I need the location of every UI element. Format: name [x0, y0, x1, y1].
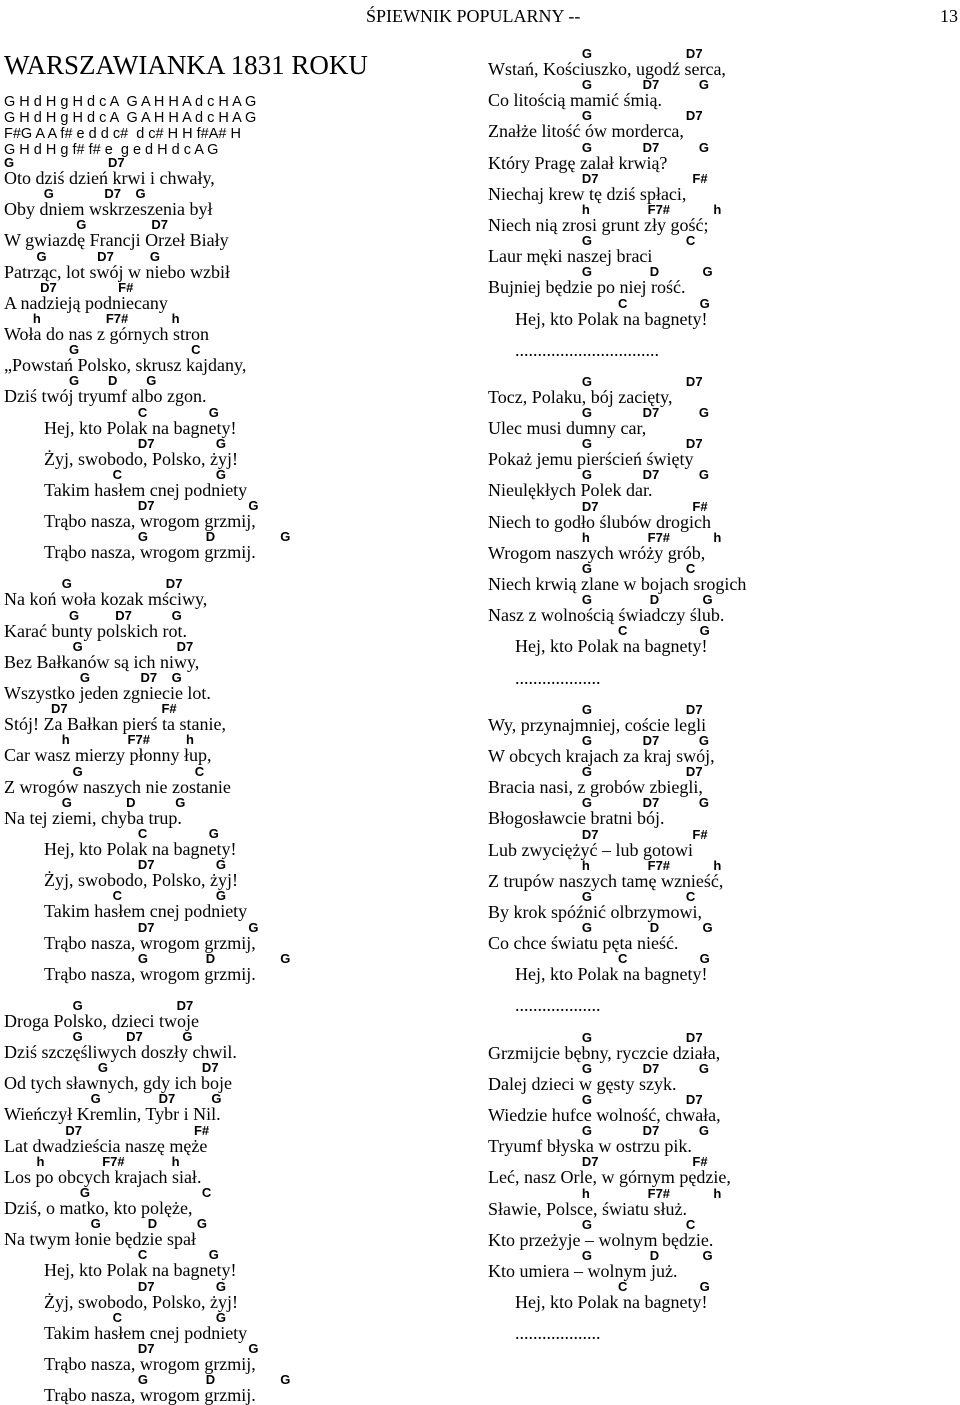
lyric-text: Dziś twój tryumf albo zgon.	[4, 386, 207, 407]
chord-line: C G	[488, 951, 710, 967]
chord-line: G D7 G	[488, 1123, 710, 1139]
chord-line: G D G	[488, 1247, 713, 1263]
song-title: WARSZAWIANKA 1831 ROKU	[4, 50, 368, 80]
chord-line: D7 G	[44, 498, 259, 514]
lyric-text: Bracia nasi, z grobów zbiegli,	[488, 777, 703, 798]
lyric-text: Nasz z wolnością świadczy ślub.	[488, 605, 725, 626]
chord-line: G D7 G	[488, 405, 710, 421]
chord-line: G D7	[488, 436, 703, 452]
lyric-text: Nieulękłych Polek dar.	[488, 480, 653, 501]
chord-line: C G	[44, 1247, 219, 1263]
chord-line: C G	[44, 825, 219, 841]
chord-line: G D7 G	[488, 139, 710, 155]
lyric-text: Na koń woła kozak mściwy,	[4, 589, 208, 610]
lyric-text: Dziś, o matko, kto polęże,	[4, 1198, 193, 1218]
lyric-text: ...................	[488, 667, 601, 688]
chord-line: G D7	[488, 701, 703, 717]
lyric-text: Trąbo nasza, wrogom grzmij,	[44, 932, 256, 953]
lyric-text: Znałże litość ów morderca,	[488, 121, 684, 142]
lyric-text: „Powstań Polsko, skrusz kajdany,	[4, 355, 247, 376]
lyric-text: Droga Polsko, dzieci twoje	[4, 1010, 199, 1031]
lyric-text: Sławie, Polsce, światu służ.	[488, 1198, 687, 1219]
lyric-text: ...................	[488, 995, 601, 1016]
lyric-text: Wstań, Kościuszko, ugodź serca,	[488, 59, 726, 79]
lyric-text: Trąbo nasza, wrogom grzmij,	[44, 1353, 256, 1374]
chord-line: G D7 G	[4, 1091, 222, 1107]
lyric-text: Kto umiera – wolnym już.	[488, 1260, 678, 1281]
lyric-text: Trąbo nasza, wrogom grzmij.	[44, 542, 256, 563]
chord-line: G D7	[488, 764, 703, 780]
chord-line: D7 F#	[488, 826, 708, 842]
intro-line: F#G A A f# e d d c# d c# H H f#A# H	[4, 126, 241, 142]
intro-line: G H d H g H d c A G A H H A d c H A G	[4, 94, 257, 110]
chord-line: h F7# h	[488, 201, 722, 217]
chord-line: G D7 G	[4, 186, 146, 202]
lyric-text: Od tych sławnych, gdy ich boje	[4, 1073, 232, 1094]
lyric-text: Stój! Za Bałkan pierś ta stanie,	[4, 714, 226, 735]
chord-line: G D7	[488, 1092, 703, 1107]
chord-line: G D G	[44, 950, 291, 966]
lyric-text: Hej, kto Polak na bagnety!	[44, 417, 237, 438]
chord-line: D7 F#	[4, 701, 177, 717]
lyric-text: By krok spóźnić olbrzymowi,	[488, 901, 702, 922]
lyric-text: W gwiazdę Francji Orzeł Biały	[4, 230, 229, 251]
lyric-text: Hej, kto Polak na bagnety!	[488, 636, 708, 657]
songbook-title: ŚPIEWNIK POPULARNY --	[366, 6, 581, 26]
chord-line: h F7# h	[488, 857, 722, 873]
lyric-text: Wieńczył Kremlin, Tybr i Nil.	[4, 1104, 221, 1125]
chord-line: G D7	[488, 1029, 703, 1045]
chord-line: G D7 G	[4, 670, 182, 685]
lyric-text: Co chce światu pęta nieść.	[488, 933, 679, 954]
chord-line: C G	[488, 623, 710, 639]
chord-line: G D G	[488, 264, 713, 280]
chord-line: D7 G	[44, 1340, 259, 1356]
chord-line: G C	[4, 342, 201, 358]
lyric-text: Woła do nas z górnych stron	[4, 323, 210, 344]
lyric-text: Grzmijcie bębny, ryczcie działa,	[488, 1042, 721, 1063]
chord-line: G D7	[4, 1060, 219, 1076]
page-number: 13	[940, 6, 958, 26]
lyric-text: Żyj, swobodo, Polsko, żyj!	[44, 870, 239, 891]
chord-line: G D G	[44, 1372, 291, 1388]
page-header	[0, 6, 960, 26]
chord-line: G C	[488, 1216, 696, 1232]
lyric-text: Karać bunty polskich rot.	[4, 620, 187, 641]
chord-line: G D G	[4, 373, 157, 389]
chord-line: D7 G	[44, 919, 259, 935]
lyric-text: Leć, nasz Orle, w górnym pędzie,	[488, 1167, 731, 1188]
lyric-text: Dalej dzieci w gęsty szyk.	[488, 1073, 677, 1094]
chord-line: G D7	[488, 108, 703, 124]
chord-line: D7 G	[44, 435, 227, 451]
lyric-text: Oto dziś dzień krwi i chwały,	[4, 168, 215, 188]
lyric-text: Laur męki naszej braci	[488, 246, 653, 267]
lyric-text: Takim hasłem cnej podniety	[44, 1322, 248, 1343]
chord-line: G D7 G	[488, 1060, 710, 1076]
chord-line: G D7 G	[488, 77, 710, 93]
lyric-text: Co litością mamić śmią.	[488, 90, 662, 111]
lyric-text: Lub zwyciężyć – lub gotowi	[488, 839, 693, 860]
chord-line: h F7# h	[488, 1185, 722, 1201]
lyric-text: A nadzieją podniecany	[4, 292, 168, 313]
chord-line: G D G	[4, 1216, 207, 1232]
lyric-text: Z trupów naszych tamę wznieść,	[488, 870, 724, 891]
chord-line: G D G	[488, 920, 713, 936]
lyric-text: ...................	[488, 1323, 601, 1344]
chord-line: G D7	[4, 638, 194, 654]
lyric-text: Z wrogów naszych nie zostanie	[4, 776, 231, 797]
chord-line: D7 F#	[4, 279, 134, 295]
chord-line: G D7	[4, 155, 125, 170]
lyric-text: Wy, przynajmniej, coście legli	[488, 714, 707, 735]
chord-line: D7 F#	[488, 1154, 708, 1170]
chord-line: G C	[4, 763, 205, 779]
chord-line: D7 F#	[4, 1122, 210, 1138]
intro-line: G H d H g f# f# e g e d H d c A G	[4, 142, 219, 158]
lyric-text: Tryumf błyska w ostrzu pik.	[488, 1136, 692, 1157]
lyric-text: Trąbo nasza, wrogom grzmij.	[44, 963, 256, 984]
lyric-text: Który Pragę zalał krwią?	[488, 152, 668, 173]
lyric-text: Hej, kto Polak na bagnety!	[44, 838, 237, 859]
lyric-text: Wrogom naszych wróży grób,	[488, 542, 706, 563]
lyric-text: Trąbo nasza, wrogom grzmij.	[44, 1385, 256, 1405]
lyric-text: Kto przeżyje – wolnym będzie.	[488, 1229, 714, 1250]
chord-line: C G	[44, 466, 227, 482]
chord-line: D7 F#	[488, 498, 708, 514]
lyric-text: Żyj, swobodo, Polsko, żyj!	[44, 448, 239, 469]
lyric-text: Takim hasłem cnej podniety	[44, 901, 248, 922]
chord-line: h F7# h	[4, 310, 180, 326]
chord-line: G D7	[4, 217, 168, 233]
chord-line: G D7	[488, 373, 703, 389]
lyric-text: Niech krwią zlane w bojach srogich	[488, 574, 747, 594]
lyric-text: Oby dniem wskrzeszenia był	[4, 199, 213, 220]
lyric-text: Tocz, Polaku, bój zacięty,	[488, 386, 673, 407]
lyric-text: Niech to godło ślubów drogich	[488, 511, 711, 532]
lyric-text: Patrząc, lot swój w niebo wzbił	[4, 261, 230, 282]
lyric-text: Żyj, swobodo, Polsko, żyj!	[44, 1291, 239, 1312]
lyric-text: Błogosławcie bratni bój.	[488, 808, 665, 829]
lyric-text: Niech nią zrosi grunt zły gość;	[488, 214, 709, 235]
chord-line: G D7 G	[488, 467, 710, 483]
chord-line: G D G	[4, 794, 186, 810]
lyric-text: Hej, kto Polak na bagnety!	[44, 1260, 237, 1281]
chord-line: G D7 G	[4, 607, 182, 623]
chord-line: G C	[4, 1185, 212, 1200]
lyric-text: Bez Bałkanów są ich niwy,	[4, 651, 200, 672]
chord-line: G C	[488, 561, 696, 576]
lyric-text: Na twym łonie będzie spał	[4, 1229, 196, 1250]
chord-line: C G	[44, 404, 219, 420]
lyric-text: Los po obcych krajach siał.	[4, 1166, 202, 1187]
chord-line: h F7# h	[488, 529, 722, 545]
chord-line: G D7 G	[488, 795, 710, 811]
lyric-text: ................................	[488, 339, 659, 360]
chord-line: C G	[44, 1309, 227, 1325]
chord-line: h F7# h	[4, 732, 194, 748]
lyric-text: Ulec musi dumny car,	[488, 418, 647, 439]
lyric-text: Niechaj krew tę dziś spłaci,	[488, 183, 687, 204]
chord-line: G D7	[4, 997, 194, 1013]
chord-line: D7 F#	[488, 170, 708, 186]
intro-line: G H d H g H d c A G A H H A d c H A G	[4, 110, 257, 126]
lyric-text: Takim hasłem cnej podniety	[44, 479, 248, 500]
lyric-text: Trąbo nasza, wrogom grzmij,	[44, 511, 256, 532]
lyric-text: Na tej ziemi, chyba trup.	[4, 807, 182, 828]
chord-line: D7 G	[44, 857, 227, 873]
chord-line: C G	[488, 295, 710, 311]
lyric-text: Lat dwadzieścia naszę męże	[4, 1135, 208, 1156]
chord-line: G D7	[4, 576, 183, 592]
chord-line: C G	[488, 1279, 710, 1295]
chord-line: G D7 G	[4, 248, 161, 264]
lyric-text: W obcych krajach za kraj swój,	[488, 745, 715, 766]
chord-line: G D7 G	[4, 1029, 193, 1045]
chord-line: G D7	[488, 46, 703, 61]
lyric-text: Car wasz mierzy płonny łup,	[4, 745, 212, 766]
intro-notes	[4, 94, 256, 158]
lyric-text: Hej, kto Polak na bagnety!	[488, 964, 708, 985]
chord-line: G D7 G	[488, 732, 710, 748]
lyric-text: Hej, kto Polak na bagnety!	[488, 1292, 708, 1313]
chord-line: G D G	[44, 529, 291, 545]
chord-line: C G	[44, 888, 227, 904]
lyric-text: Dziś szczęśliwych doszły chwil.	[4, 1042, 237, 1063]
lyric-text: Pokaż jemu pierścień święty	[488, 449, 694, 470]
lyric-text: Wszystko jeden zgniecie lot.	[4, 683, 211, 703]
chord-line: G D G	[488, 592, 713, 608]
chord-line: G C	[488, 888, 696, 904]
lyric-text: Hej, kto Polak na bagnety!	[488, 308, 708, 329]
lyric-text: Wiedzie hufce wolność, chwała,	[488, 1105, 721, 1125]
chord-line: D7 G	[44, 1278, 227, 1294]
lyric-text: Bujniej będzie po niej rość.	[488, 277, 686, 298]
chord-line: G C	[488, 233, 696, 249]
chord-line: h F7# h	[4, 1153, 180, 1169]
